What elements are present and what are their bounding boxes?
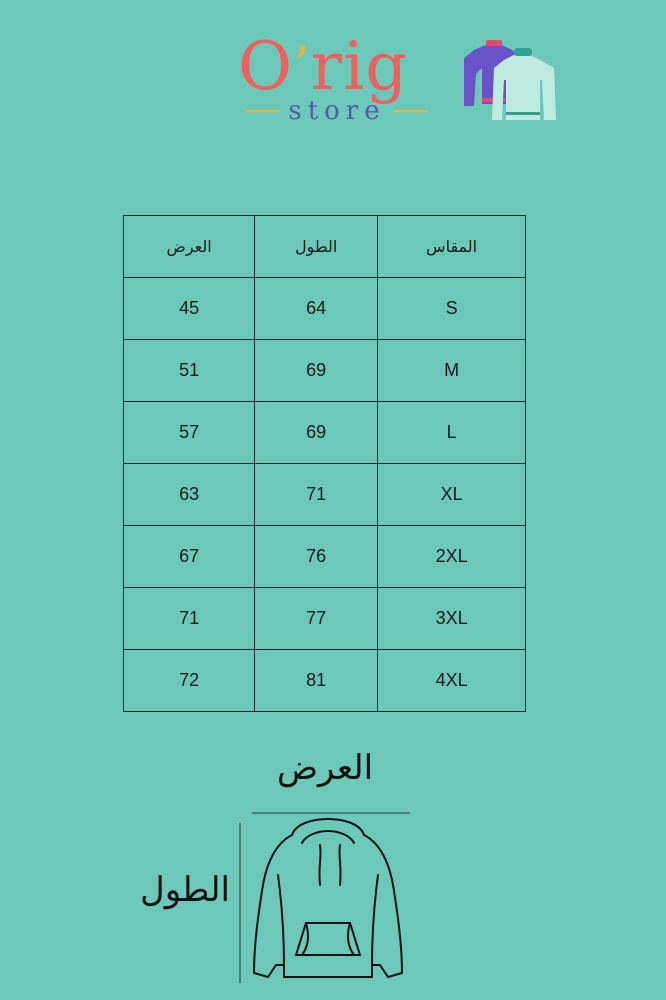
cell-length: 81 [255,650,378,712]
cell-size: XL [378,464,526,526]
brand-logo [230,30,570,130]
table-row [124,588,526,650]
cell-length: 77 [255,588,378,650]
cell-size: M [378,340,526,402]
brand-name-part2: rig [310,28,409,105]
brand-name-part1: O [238,28,294,105]
table-row [124,650,526,712]
brand-apostrophe: ’ [293,37,311,97]
cell-size: 3XL [378,588,526,650]
size-table [123,215,526,712]
table-row [124,464,526,526]
divider [394,110,428,112]
cell-size: 2XL [378,526,526,588]
cell-width: 57 [124,402,255,464]
sweaters-icon [460,34,560,124]
divider [246,110,280,112]
brand-name [238,28,409,105]
cell-length: 71 [255,464,378,526]
header-size: المقاس [378,216,526,278]
table-row [124,340,526,402]
table-row [124,278,526,340]
cell-width: 67 [124,526,255,588]
cell-width: 51 [124,340,255,402]
header-length: الطول [255,216,378,278]
cell-length: 76 [255,526,378,588]
cell-length: 64 [255,278,378,340]
table-row [124,402,526,464]
cell-length: 69 [255,340,378,402]
brand-sub-text: store [288,96,386,126]
cell-width: 71 [124,588,255,650]
cell-length: 69 [255,402,378,464]
cell-size: L [378,402,526,464]
cell-width: 72 [124,650,255,712]
cell-width: 45 [124,278,255,340]
table-header-row [124,216,526,278]
cell-size: S [378,278,526,340]
length-label: الطول [140,870,230,910]
table-row [124,526,526,588]
brand-sub [244,96,430,126]
cell-width: 63 [124,464,255,526]
hoodie-icon [230,805,420,990]
cell-size: 4XL [378,650,526,712]
width-label: العرض [276,748,374,788]
header-width: العرض [124,216,255,278]
